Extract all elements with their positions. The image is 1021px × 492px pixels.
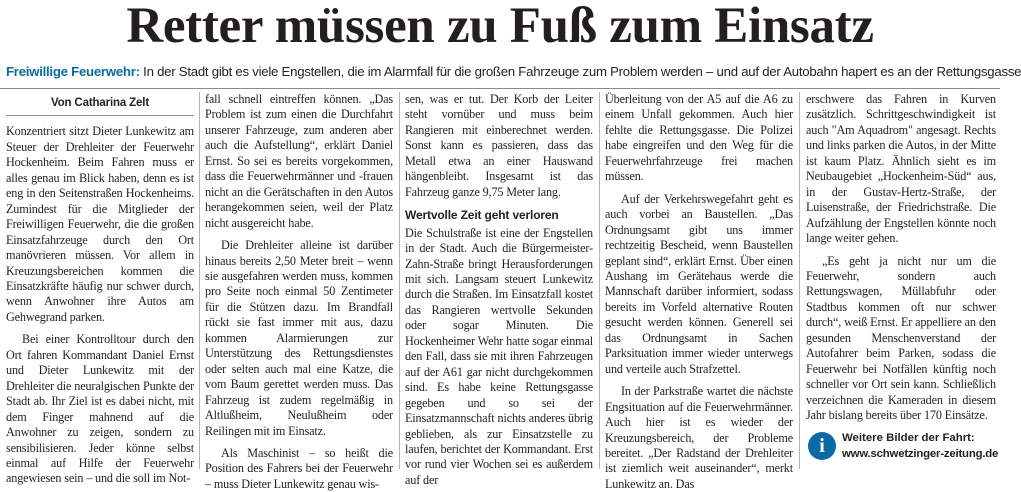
teaser [6, 63, 1021, 81]
paragraph: Die Schulstraße ist eine der Engstellen in der Stadt. Auch die Bürgermeister-Zahn-Straße bringt Herausforderungen mit sich. Langsam steuert Lunkewitz durch die Straßen. Im Einsatzfall kostet das Rangieren wertvolle Sekunden oder sogar Minuten. Die Hockenheimer Wehr hatte sogar einmal den Fall, dass sie mit ihren Fahrzeugen auf der A61 gar nicht durchgekommen sind. Es habe keine Rettungsgasse gegeben und so sei der Einsatzmannschaft nichts anderes übrig geblieben, als zur Einsatzstelle zu laufen, berichtet der Kommandant. Erst vor rund vier Wochen sei es außerdem auf der [405, 225, 593, 487]
byline-rule [6, 115, 194, 116]
paragraph: Bei einer Kontrolltour durch den Ort fahren Kommandant Daniel Ernst und Dieter Lunkewitz mit der Drehleiter die neuralgischen Punkte der Stadt ab. Ihr Ziel ist es dabei nicht, mit dem Finger mahnend auf die Anwohner zu zeigen, sondern zu sensibilisieren. Jeder könne selbst einmal auf Hilfe der Feuerwehr angewiesen sein – und die soll im Not- [6, 332, 194, 486]
article-column-2 [205, 92, 393, 491]
paragraph: In der Parkstraße wartet die nächste Engsituation auf die Feuerwehrmänner. Auch hier ist es wieder der Kreuzungsbereich, der Probleme bereitet. „Der Radstand der Drehleiter ist ziemlich weit auseinander“, merkt Lunkewitz an. Das [605, 384, 793, 491]
paragraph: Konzentriert sitzt Dieter Lunkewitz am Steuer der Drehleiter der Feuerwehr Hockenheim. Beim Fahren muss er alles genau im Blick haben, denn es ist eng in den Seitenstraßen Hockenheims. Zumindest für die Mitglieder der Freiwilligen Feuerwehr, die die großen Einsatzfahrzeuge durch den Ort manövrieren müssen. Vor allem in Kreuzungsbereichen kommen die Einsatzkräfte häufig nur schwer durch, wenn Anwohner ihre Autos am Gehwegrand parken. [6, 124, 194, 324]
byline: Von Catharina Zelt [50, 97, 150, 109]
more-photos-infobox[interactable] [808, 428, 1000, 466]
paragraph: Die Drehleiter alleine ist darüber hinaus bereits 2,50 Meter breit – wenn sie ausgefahren werden muss, kommen pro Seite noch einmal 50 Zentimeter für die Stützen dazu. Im Brandfall rückt sie fast immer mit aus, dazu kommen Alarmierungen zur Unterstützung des Rettungsdienstes oder selten auch mal eine Katze, die vom Baum gerettet werden muss. Das Fahrzeug ist zudem regelmäßig in Altlußheim, Neulußheim oder Reilingen mit im Einsatz. [205, 238, 393, 438]
kicker: Freiwillige Feuerwehr: [6, 64, 140, 79]
teaser-text: In der Stadt gibt es viele Engstellen, die im Alarmfall für die großen Fahrzeuge zum Problem werden – und auf der Autobahn hapert es an der Rettungsgasse [139, 64, 1021, 79]
infobox-url-link[interactable]: www.schwetzinger-zeitung.de [842, 448, 999, 460]
paragraph: Auf der Verkehrswegefahrt geht es auch vorbei an Baustellen. „Das Ordnungsamt gibt uns immer rechtzeitig Bescheid, wenn Baustellen geplant sind“, erklärt Ernst. Über einen Aushang im Gerätehaus werde die Mannschaft darüber informiert, sodass bereits im Vorfeld alternative Routen gesucht werden können. Generell sei das Ordnungsamt in Sachen Parksituation immer wieder unterwegs und verteile auch Strafzettel. [605, 191, 793, 376]
column-divider [799, 92, 800, 469]
paragraph: sen, was er tut. Der Korb der Leiter steht vornüber und muss beim Rangieren mit einberechnet werden. Sonst kann es passieren, dass das Metall etwa an einer Hauswand hängenbleibt. Insgesamt ist das Fahrzeug ganze 9,75 Meter lang. [405, 92, 593, 199]
paragraph: „Es geht ja nicht nur um die Feuerwehr, sondern auch Rettungswagen, Müllabfuhr oder Stadtbus kommen oft nur schwer durch“, weiß Ernst. Er appelliere an den gesunden Menschenverstand der Autofahrer beim Parken, sodass die Feuerwehr bei Notfällen künftig noch schneller vor Ort sein kann. Schließlich verzeichnen die Kameraden in diesem Jahr bislang bereits über 170 Einsätze. [806, 253, 996, 423]
info-icon: i [808, 432, 836, 460]
article-column-4 [605, 92, 793, 491]
section-subhead: Wertvolle Zeit geht verloren [405, 208, 559, 223]
paragraph: erschwere das Fahren in Kurven zusätzlich. Schrittgeschwindigkeit ist auch "Am Aquadrom" angesagt. Rechts und links parken die Autos, in der Mitte ist kaum Platz. Ähnlich sieht es im Neubaugebiet „Hockenheim-Süd“ aus, in der Gustav-Hertz-Straße, der Luisenstraße, der Friedrichstraße. Die Aufzählung der Engstellen könnte noch lange weiter gehen. [806, 92, 996, 246]
paragraph: Überleitung von der A5 auf die A6 zu einem Unfall gekommen. Auch hier fehlte die Rettungsgasse. Die Polizei habe eingreifen und den Weg für die Feuerwehrfahrzeuge frei machen müssen. [605, 92, 793, 184]
article-column-5 [806, 92, 996, 426]
column-divider [199, 92, 200, 469]
column-divider [399, 92, 400, 469]
paragraph: fall schnell eintreffen können. „Das Problem ist zum einen die Durchfahrt unserer Fahrzeuge, zum anderen aber auch die Aufstellung“, erklärt Daniel Ernst. So sei es bereits vorgekommen, dass die Feuerwehrmänner und -frauen nicht an die Gerätschaften in den Autos herangekommen seien, weil der Platz nicht ausgereicht habe. [205, 92, 393, 230]
infobox-label: Weitere Bilder der Fahrt: [842, 432, 975, 444]
article-column-3 [405, 92, 593, 487]
paragraph: Als Maschinist – so heißt die Position des Fahrers bei der Feuerwehr – muss Dieter Lunkewitz genau wis- [205, 445, 393, 491]
column-divider [599, 92, 600, 469]
header-rule [0, 88, 1000, 89]
article-column-1 [6, 92, 194, 486]
headline: Retter müssen zu Fuß zum Einsatz [126, 0, 874, 54]
